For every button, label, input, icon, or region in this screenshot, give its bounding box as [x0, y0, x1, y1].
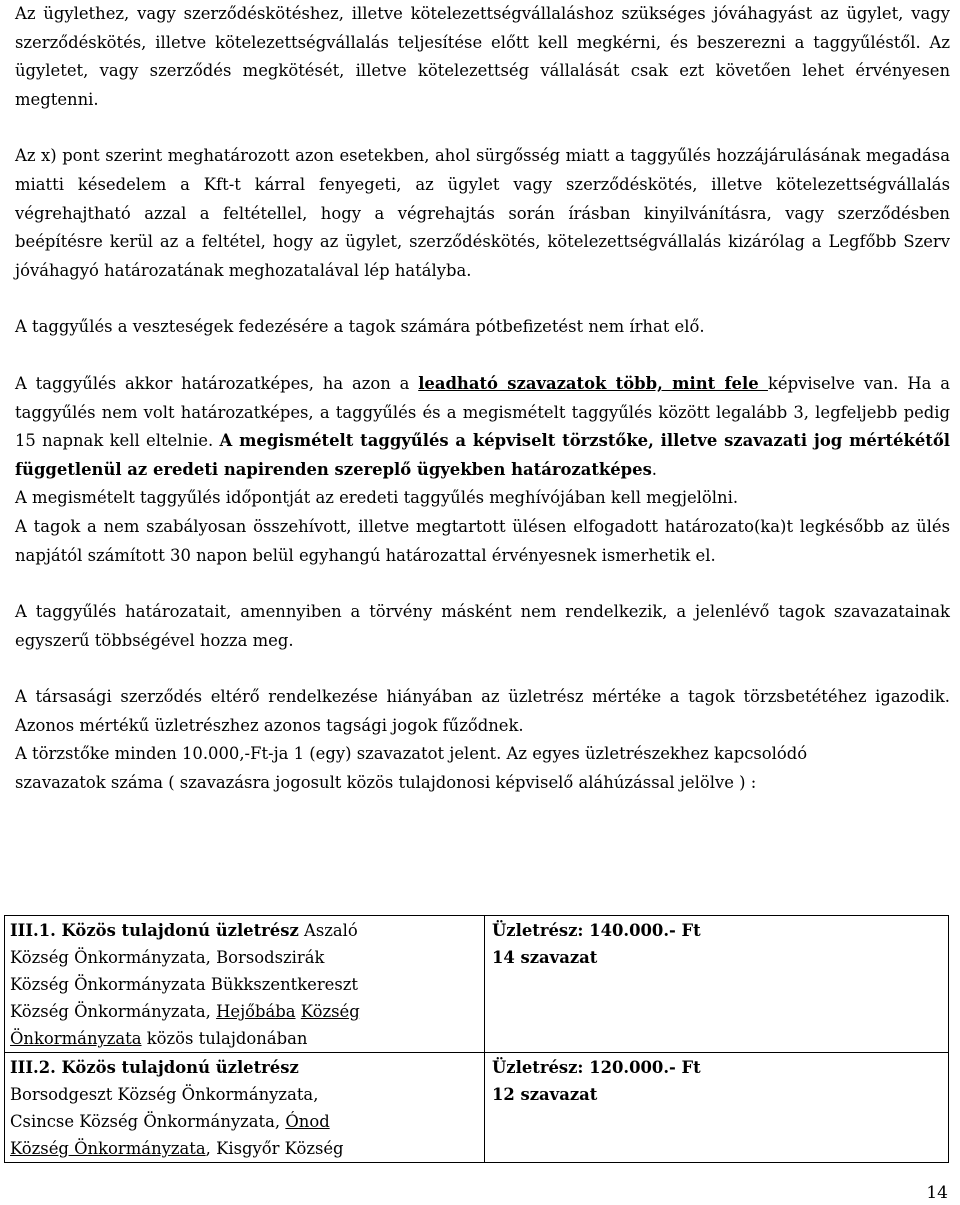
owner-text: , Kisgyőr Község [205, 1139, 344, 1158]
share-amount: Üzletrész: 120.000.- Ft [492, 1058, 701, 1077]
paragraph-shares: A társasági szerződés eltérő rendelkezése hiányában az üzletrész mértéke a tagok törzsbetétéhez igazodik. Azonos mértékű üzletrészhez azonos tagsági jogok fűződnek. [15, 687, 950, 735]
quorum-text-b: képviselve van. Ha a taggyűlés nem volt határozatképes, a taggyűlés és a megismételt taggyűlés között legalább 3, legfeljebb pedig 15 napnak kell eltelnie. [15, 373, 950, 451]
vote-count: 14 szavazat [492, 948, 598, 967]
quorum-end: . [651, 459, 658, 479]
shares-table [4, 915, 949, 1163]
page-number: 14 [926, 1183, 948, 1203]
owner-text: Község Önkormányzata, Borsodszirák [10, 948, 325, 967]
share-value-cell [485, 916, 949, 1053]
share-value-cell [485, 1053, 949, 1163]
paragraph-losses: A taggyűlés a veszteségek fedezésére a tagok számára pótbefizetést nem írhat elő. [15, 317, 705, 337]
representative-text: Község [300, 1002, 360, 1021]
paragraph-urgency: Az x) pont szerint meghatározott azon esetekben, ahol sürgősség miatt a taggyűlés hozzájárulásának megadása miatti késedelem a Kft-t kárral fenyegeti, az ügylet vagy szerződéskötés, illetve kötelezettségvállalás végrehajtható azzal a feltétellel, hogy a végrehajtás során írásban kinyilvánításra, vagy szerződésben beépítésre kerül az a feltétel, hogy az ügylet, szerződéskötés, kötelezettségvállalás kizárólag a Legfőbb Szerv jóváhagyó határozatának meghozatalával lép hatályba. [15, 146, 950, 280]
paragraph-irregular: A tagok a nem szabályosan összehívott, illetve megtartott ülésen elfogadott határozato(ka)t legkésőbb az ülés napjától számított 30 napon belül egyhangú határozattal érvényesnek ismerhetik el. [15, 516, 950, 565]
representative-text: Község Önkormányzata [10, 1139, 206, 1158]
quorum-text-a: A taggyűlés akkor határozatképes, ha azon a [15, 373, 419, 393]
owner-text: Borsodgeszt Község Önkormányzata, [10, 1085, 319, 1104]
owners-cell [5, 1053, 485, 1163]
paragraph-repeat-date: A megismételt taggyűlés időpontját az eredeti taggyűlés meghívójában kell megjelölni. [15, 488, 739, 508]
document-body [15, 0, 950, 798]
representative-text: Önkormányzata [10, 1029, 142, 1048]
owner-text: Község Önkormányzata, [10, 1002, 217, 1021]
paragraph-capital: A törzstőke minden 10.000,-Ft-ja 1 (egy) szavazatot jelent. Az egyes üzletrészekhez kapcsolódó [15, 744, 808, 764]
table-row [5, 1053, 949, 1163]
quorum-bold: A megismételt taggyűlés a képviselt törzstőke, illetve szavazati jog mértékétől függetlenül az eredeti napirenden szereplő ügyekben határozatképes [15, 431, 950, 479]
owner-text: Csincse Község Önkormányzata, [10, 1112, 286, 1131]
owner-text: Aszaló [298, 921, 358, 940]
share-title: III.2. Közös tulajdonú üzletrész [10, 1058, 299, 1077]
owner-text: közös tulajdonában [141, 1029, 308, 1048]
paragraph-quorum [15, 370, 950, 484]
representative-text: Ónod [285, 1112, 330, 1131]
representative-text: Hejőbába [216, 1002, 296, 1021]
paragraph-approval: Az ügylethez, vagy szerződéskötéshez, illetve kötelezettségvállaláshoz szükséges jóváhagyást az ügylet, vagy szerződéskötés, illetve kötelezettségvállalás teljesítése előtt kell megkérni, és beszerezni a taggyűléstől. Az ügyletet, vagy szerződés megkötését, illetve kötelezettség vállalását csak ezt követően lehet érvényesen megtenni. [15, 4, 950, 109]
owners-cell [5, 916, 485, 1053]
owner-text: Község Önkormányzata Bükkszentkereszt [10, 975, 359, 994]
paragraph-majority: A taggyűlés határozatait, amennyiben a törvény másként nem rendelkezik, a jelenlévő tagok szavazatainak egyszerű többségével hozza meg. [15, 602, 950, 650]
share-amount: Üzletrész: 140.000.- Ft [492, 921, 701, 940]
paragraph-votes: szavazatok száma ( szavazásra jogosult közös tulajdonosi képviselő aláhúzással jelölve ) : [15, 773, 757, 793]
quorum-underlined: leadható szavazatok több, mint fele [418, 373, 768, 393]
vote-count: 12 szavazat [492, 1085, 598, 1104]
share-title: III.1. Közös tulajdonú üzletrész [10, 921, 299, 940]
table-row [5, 916, 949, 1053]
